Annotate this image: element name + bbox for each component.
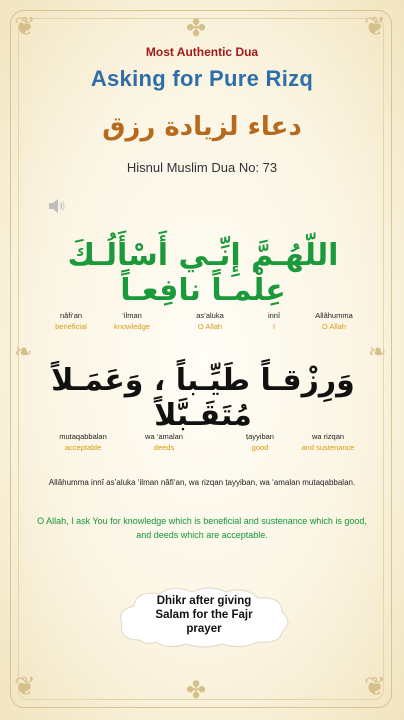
word-transliteration: nâfi‘an [59, 311, 83, 320]
corner-ornament-bottom-left: ❦ [14, 672, 36, 702]
word-meaning: O Allah [321, 322, 347, 331]
word-transliteration: ṭayyiban [246, 432, 274, 441]
cloud-caption [112, 594, 296, 636]
cloud-line-1: Dhikr after giving [156, 595, 252, 607]
corner-ornament-top-left: ❦ [14, 12, 36, 42]
word-gloss [124, 432, 204, 453]
word-meaning: I [272, 322, 276, 331]
word-meaning: acceptable [64, 443, 102, 452]
word-meaning: deeds [153, 443, 175, 452]
speaker-icon[interactable] [46, 196, 68, 216]
page-title: Asking for Pure Rizq [90, 66, 314, 91]
word-meaning: good [251, 443, 269, 452]
word-transliteration: Allâhumma [315, 311, 353, 320]
word-gloss [294, 311, 374, 332]
left-ornament: ❧ [14, 340, 33, 365]
bottom-ornament: ✤ [186, 676, 207, 704]
dua-reference: Hisnul Muslim Dua No: 73 [126, 160, 278, 175]
corner-ornament-bottom-right: ❦ [364, 672, 386, 702]
word-transliteration: innî [267, 311, 281, 320]
corner-ornament-top-right: ❦ [364, 12, 386, 42]
word-meaning: and sustenance [301, 443, 355, 452]
top-ornament: ✤ [186, 14, 207, 42]
word-transliteration: ‘ilman [122, 311, 142, 320]
dua-arabic-line-2: وَرِزْقـاً طَيِّـباً ، وَعَمَـلاً مُتَقَـبَّلاً [51, 363, 355, 433]
word-gloss [43, 432, 123, 453]
dua-arabic-line-1: اللّهُـمَّ إِنِّـي أَسْأَلُـكَ عِلْمـاً نافِعـاً [67, 238, 339, 308]
word-meaning: knowledge [114, 322, 150, 331]
word-transliteration: wa rizqan [311, 432, 345, 441]
full-transliteration: Allâhumma innî as’aluka ‘ilman nâfi‘an, wa rizqan ṭayyiban, wa ‘amalan mutaqabbalan. [48, 478, 356, 487]
word-transliteration: as’aluka [196, 311, 224, 320]
cloud-line-2: Salam for the Fajr [155, 609, 253, 621]
word-transliteration: mutaqabbalan [59, 432, 107, 441]
header-subtitle: Most Authentic Dua [145, 45, 259, 59]
arabic-title: دعاء لزيادة رزق [102, 112, 302, 142]
word-meaning: beneficial [55, 322, 87, 331]
word-transliteration: wa ‘amalan [145, 432, 183, 441]
word-meaning: O Allah [197, 322, 223, 331]
right-ornament: ❧ [368, 340, 387, 365]
full-translation: O Allah, I ask You for knowledge which is beneficial and sustenance which is good, and deeds which are acceptable. [37, 516, 367, 540]
cloud-line-3: prayer [186, 623, 222, 635]
word-gloss [288, 432, 368, 453]
word-gloss [92, 311, 172, 332]
